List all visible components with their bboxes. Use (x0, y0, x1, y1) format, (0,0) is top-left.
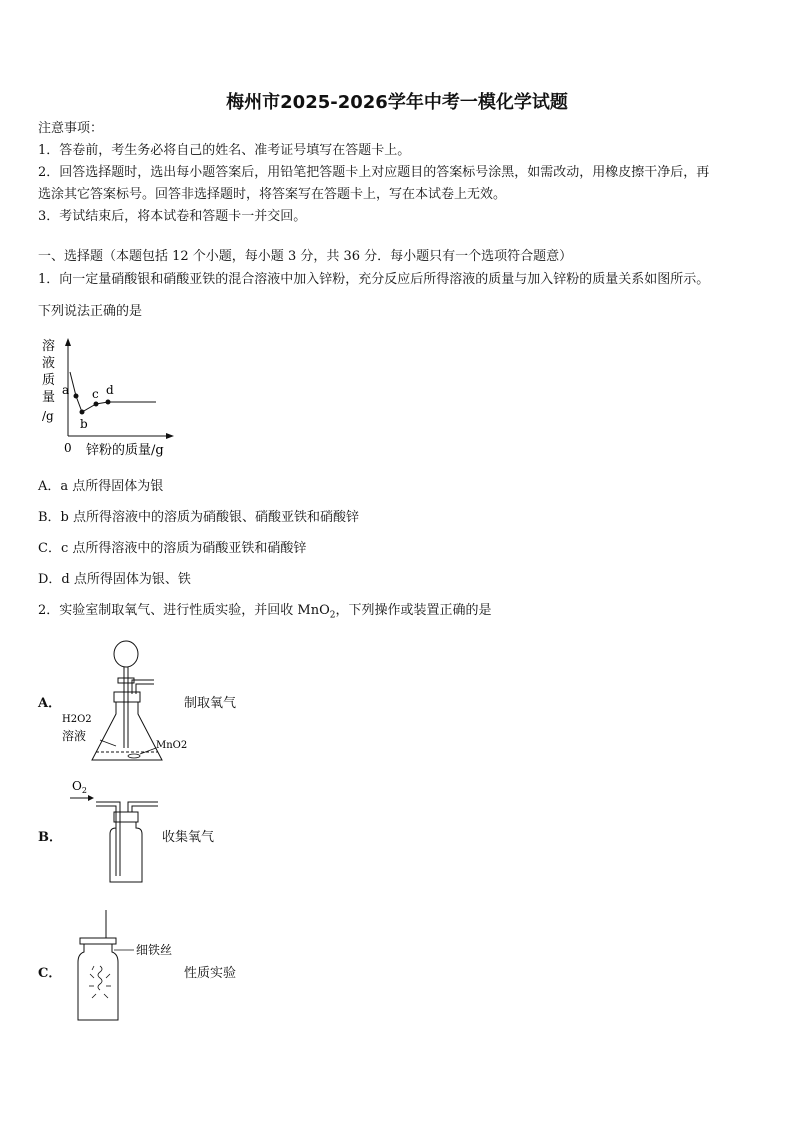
graph-point-d (106, 400, 111, 405)
gas-sub: 2 (81, 786, 87, 795)
apparatus-c-diagram (70, 908, 180, 1026)
q1-option-c: C．c 点所得溶液中的溶质为硝酸亚铁和硝酸锌 (38, 541, 307, 556)
graph-x-arrow (166, 433, 174, 439)
graph-point-c (94, 402, 99, 407)
reagent-solution: 溶液 (62, 729, 87, 743)
q2-option-c-label: C． (38, 966, 62, 981)
conical-flask (92, 702, 162, 760)
section-heading: 一、选择题（本题包括 12 个小题，每小题 3 分，共 36 分．每小题只有一个选项符合题意） (38, 249, 573, 264)
q1-option-b: B．b 点所得溶液中的溶质为硝酸银、硝酸亚铁和硝酸锌 (38, 510, 360, 525)
bottle-cover (80, 938, 116, 944)
mno2-powder (128, 754, 140, 758)
graph-label-d: d (106, 383, 114, 397)
graph-label-b: b (80, 417, 88, 431)
graph-ylabel-char-2: 液 (42, 356, 56, 371)
gas-o: O (72, 779, 82, 793)
q1-stem-line1: 1．向一定量硝酸银和硝酸亚铁的混合溶液中加入锌粉，充分反应后所得溶液的质量与加入锌粉的质量关系如图所示。 (38, 272, 710, 287)
graph-ylabel-char-1: 溶 (42, 339, 56, 354)
gas-arrow-head (88, 795, 94, 801)
inlet-tube-2 (96, 806, 116, 876)
page-title: 梅州市2025-2026学年中考一模化学试题 (226, 92, 568, 113)
notice-item-2: 2．回答选择题时，选出每小题答案后，用铅笔把答题卡上对应题目的答案标号涂黑，如需改动，用橡皮擦干净后，再 (38, 165, 710, 180)
notice-item-1: 1．答卷前，考生务必将自己的姓名、准考证号填写在答题卡上。 (38, 143, 411, 158)
q2-option-b-label: B． (38, 830, 62, 845)
wire-label: 细铁丝 (136, 943, 173, 957)
bottle-stopper (114, 812, 138, 822)
collection-bottle (78, 944, 118, 1020)
q2-stem-sub: 2 (329, 610, 336, 621)
graph-ylabel-char-4: 量 (42, 390, 56, 405)
reagent-mno2: MnO2 (156, 740, 188, 751)
q2-stem-post: ，下列操作或装置正确的是 (335, 603, 492, 618)
q2-option-a-label: A． (38, 696, 62, 711)
q1-graph (38, 332, 188, 460)
q1-option-d: D．d 点所得固体为银、铁 (38, 572, 191, 587)
graph-ylabel-char-3: 质 (42, 373, 56, 388)
q2-option-b-caption: 收集氧气 (162, 830, 215, 845)
graph-y-arrow (65, 338, 71, 346)
notice-heading: 注意事项： (38, 121, 104, 136)
graph-label-c: c (92, 387, 99, 401)
q2-option-c-caption: 性质实验 (184, 966, 237, 981)
funnel-bulb (114, 641, 138, 667)
q1-stem-line2: 下列说法正确的是 (38, 304, 143, 319)
notice-item-3: 3．考试结束后，将本试卷和答题卡一并交回。 (38, 209, 307, 224)
graph-point-b (80, 410, 85, 415)
q1-option-a: A．a 点所得固体为银 (38, 479, 164, 494)
apparatus-b-diagram (66, 776, 166, 886)
mno2-pointer (140, 748, 156, 754)
graph-xlabel: 锌粉的质量/g (86, 443, 164, 458)
reagent-h2o2: H2O2 (62, 714, 92, 725)
solution-pointer (100, 740, 116, 746)
q2-option-a-caption: 制取氧气 (184, 696, 237, 711)
q2-stem-pre: 2．实验室制取氧气、进行性质实验，并回收 MnO (38, 603, 330, 618)
q2-stem (38, 602, 492, 625)
apparatus-a-diagram (58, 636, 198, 770)
gas-label (72, 779, 87, 795)
graph-point-a (74, 394, 79, 399)
gas-bottle (110, 822, 142, 882)
notice-item-2-cont: 选涂其它答案标号。回答非选择题时，将答案写在答题卡上，写在本试卷上无效。 (38, 187, 507, 202)
graph-origin: 0 (64, 441, 72, 455)
outlet-tube-2 (132, 806, 158, 812)
graph-label-a: a (62, 383, 70, 397)
graph-ylabel-char-5: /g (42, 409, 54, 423)
burning-iron-wire (89, 966, 111, 998)
